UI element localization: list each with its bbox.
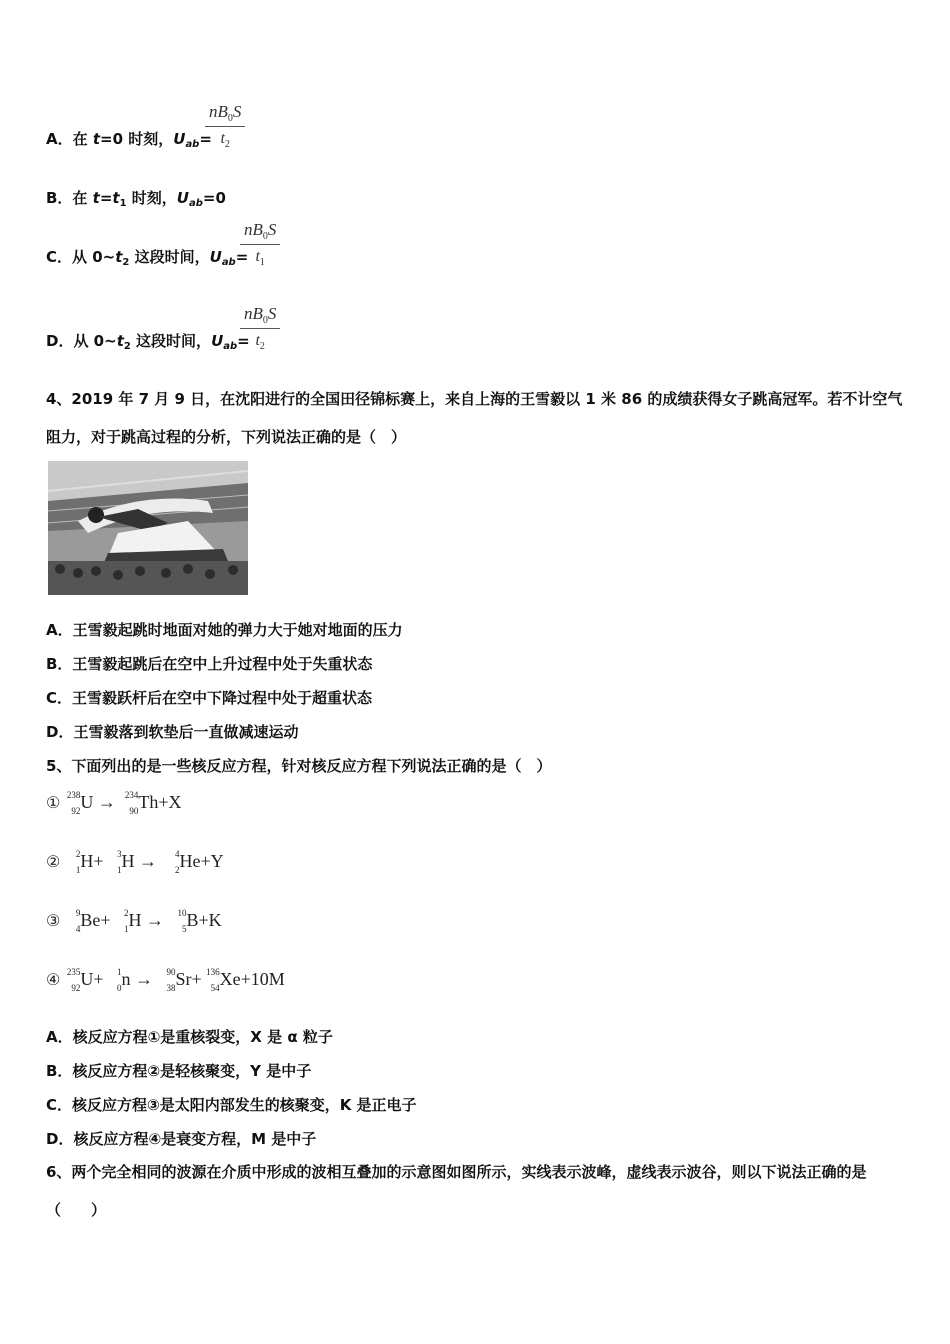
q4-option-c: C．王雪毅跃杆后在空中下降过程中处于超重状态 [46, 689, 373, 707]
q5-equation-1: ① 238 92 U → 234 90 Th+X [46, 790, 182, 816]
q5-equation-3: ③ 9 4 Be+ 2 1 H → 10 5 B+K [46, 908, 222, 934]
q6-stem: 6、两个完全相同的波源在介质中形成的波相互叠加的示意图如图所示，实线表示波峰，虚线表示波谷，则以下说法正确的是（ ） [46, 1163, 867, 1219]
q3-option-d: D．从 $0\sim t_2$ 这段时间，$U_{ab}=$ [46, 332, 250, 352]
q3-d-fraction: $nB_0S$ $t_2$ [240, 304, 280, 352]
q5-option-a: A．核反应方程①是重核裂变，X 是 α 粒子 [46, 1028, 333, 1046]
q4-option-d: D．王雪毅落到软垫后一直做减速运动 [46, 723, 299, 741]
q5-stem: 5、下面列出的是一些核反应方程，针对核反应方程下列说法正确的是（ ） [46, 757, 552, 775]
q4-stem: 4、2019 年 7 月 9 日，在沈阳进行的全国田径锦标赛上，来自上海的王雪毅以 1 米 86 的成绩获得女子跳高冠军。若不计空气阻力，对于跳高过程的分析，下列说法正确的是（ ） [46, 390, 903, 446]
q5-equation-2: ② 2 1 H+ 3 1 H → 4 2 He+Y [46, 849, 224, 875]
q4-option-a: A．王雪毅起跳时地面对她的弹力大于她对地面的压力 [46, 621, 403, 639]
q5-option-b: B．核反应方程②是轻核聚变，Y 是中子 [46, 1062, 312, 1080]
q4-option-b: B．王雪毅起跳后在空中上升过程中处于失重状态 [46, 655, 373, 673]
q3-c-fraction: $nB_0S$ $t_1$ [240, 220, 280, 268]
q5-option-c: C．核反应方程③是太阳内部发生的核聚变，K 是正电子 [46, 1096, 417, 1114]
q3-option-a: A．在 t=0 时刻，$U_{ab}=$ [46, 130, 212, 150]
q5-option-d: D．核反应方程④是衰变方程，M 是中子 [46, 1130, 317, 1148]
q5-equation-4: ④ 235 92 U+ 1 0 n → 90 38 Sr+ 136 54 Xe+10M [46, 967, 285, 993]
q3-a-fraction: $nB_0S$ $t_2$ [205, 102, 245, 150]
high-jump-photo [48, 461, 248, 595]
high-jump-photo-icon [48, 461, 248, 595]
q3-option-c: C．从 $0\sim t_2$ 这段时间，$U_{ab}=$ [46, 248, 249, 268]
q3-option-b: B．在 $t=t_1$ 时刻，$U_{ab}=0$ [46, 189, 226, 209]
